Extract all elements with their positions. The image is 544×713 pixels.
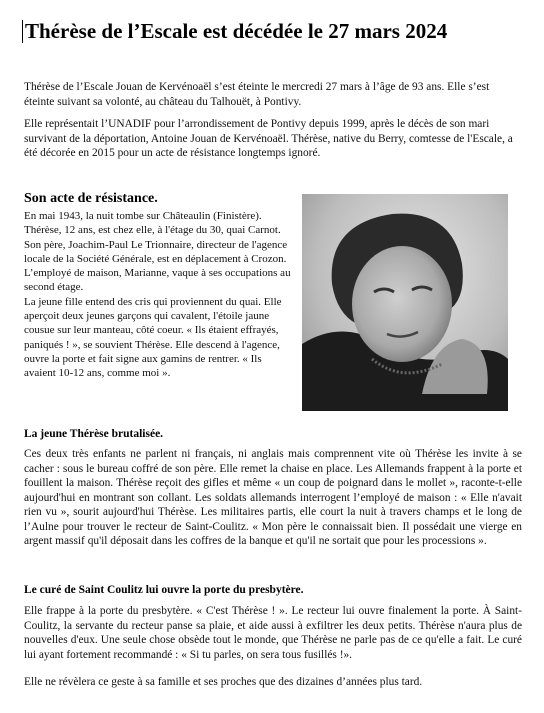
- section-brutalized-text: Ces deux très enfants ne parlent ni français, ni anglais mais comprennent vite où Thérèse les invite à se cacher : sous le bureau coffré de son père. Elle remet la chaise en place. Les Allemands frappent à la porte et fouillent la maison. Thérèse reçoit des gifles et même « un coup de poignard dans le mollet », raconte-t-elle aujourd'hui en montrant son collant. Les soldats allemands interrogent l’employé de maison : « Elle n'avait rien vu », sourit aujourd'hui Thérèse. Les militaires partis, elle court la nuit à travers champs et le long de l’Aulne pour trouver le recteur de Saint-Coulitz. « Mon père le connaissait bien. Il possédait une vierge en argent massif qu'il déposait dans les coffres de la banque et qu'il ne sortait que pour les processions ».: [24, 448, 522, 547]
- section-resistance-text-1: En mai 1943, la nuit tombe sur Châteaulin (Finistère). Thérèse, 12 ans, est chez elle, à l'étage du 30, quai Carnot. Son père, Joachim-Paul Le Trionnaire, directeur de l'agence locale de la Société Générale, est en déplacement à Crozon. L’employé de maison, Marianne, vaque à ses occupations au second étage.: [24, 210, 291, 294]
- portrait-photo-icon: [302, 194, 508, 411]
- section-heading-brutalized: La jeune Thérèse brutalisée.: [24, 428, 164, 440]
- section-heading-resistance: Son acte de résistance.: [24, 191, 158, 206]
- section-resistance-text-2: La jeune fille entend des cris qui proviennent du quai. Elle aperçoit deux jeunes garçons qui cavalent, l'étoile jaune cousue sur leur manteau, côté coeur. « Ils étaient effrayés, paniqués ! », se souvient Thérèse. Elle descend à l'agence, ouvre la porte et fait signe aux gamins de rentrer. « Ils avaient 10-12 ans, comme moi ».: [24, 295, 282, 380]
- portrait-photo: [302, 194, 508, 411]
- article-title: Thérèse de l’Escale est décédée le 27 mars 2024: [22, 20, 525, 43]
- closing-paragraph: Elle ne révèlera ce geste à sa famille et ses proches que des dizaines d’années plus tard.: [24, 676, 423, 688]
- intro-paragraph-1: Thérèse de l’Escale Jouan de Kervénoaël s’est éteinte le mercredi 27 mars à l’âge de 93 ans. Elle s’est éteinte suivant sa volonté, au château du Talhouët, à Pontivy.: [24, 81, 490, 108]
- section-cure-text: Elle frappe à la porte du presbytère. « C'est Thérèse ! ». Le recteur lui ouvre finalement la porte. À Saint-Coulitz, la servante du recteur panse sa plaie, et aide aussi à exfiltrer les deux petits. Thérèse n'aura plus de nouvelles d'eux. Une seule chose obsède tout le monde, que Thérèse ne parle pas de ce qu'elle a fait. Le curé lui ayant fortement recommandé : « Si tu parles, on sera tous fusillés !».: [24, 605, 522, 661]
- section-heading-cure: Le curé de Saint Coulitz lui ouvre la porte du presbytère.: [24, 584, 304, 596]
- section-resistance-column: [24, 209, 294, 381]
- intro-paragraph-2: Elle représentait l’UNADIF pour l’arrondissement de Pontivy depuis 1999, après le décès de son mari survivant de la déportation, Antoine Jouan de Kervénoaël. Thérèse, native du Berry, comtesse de l'Escale, a été décorée en 2015 pour un acte de résistance longtemps ignoré.: [24, 118, 513, 159]
